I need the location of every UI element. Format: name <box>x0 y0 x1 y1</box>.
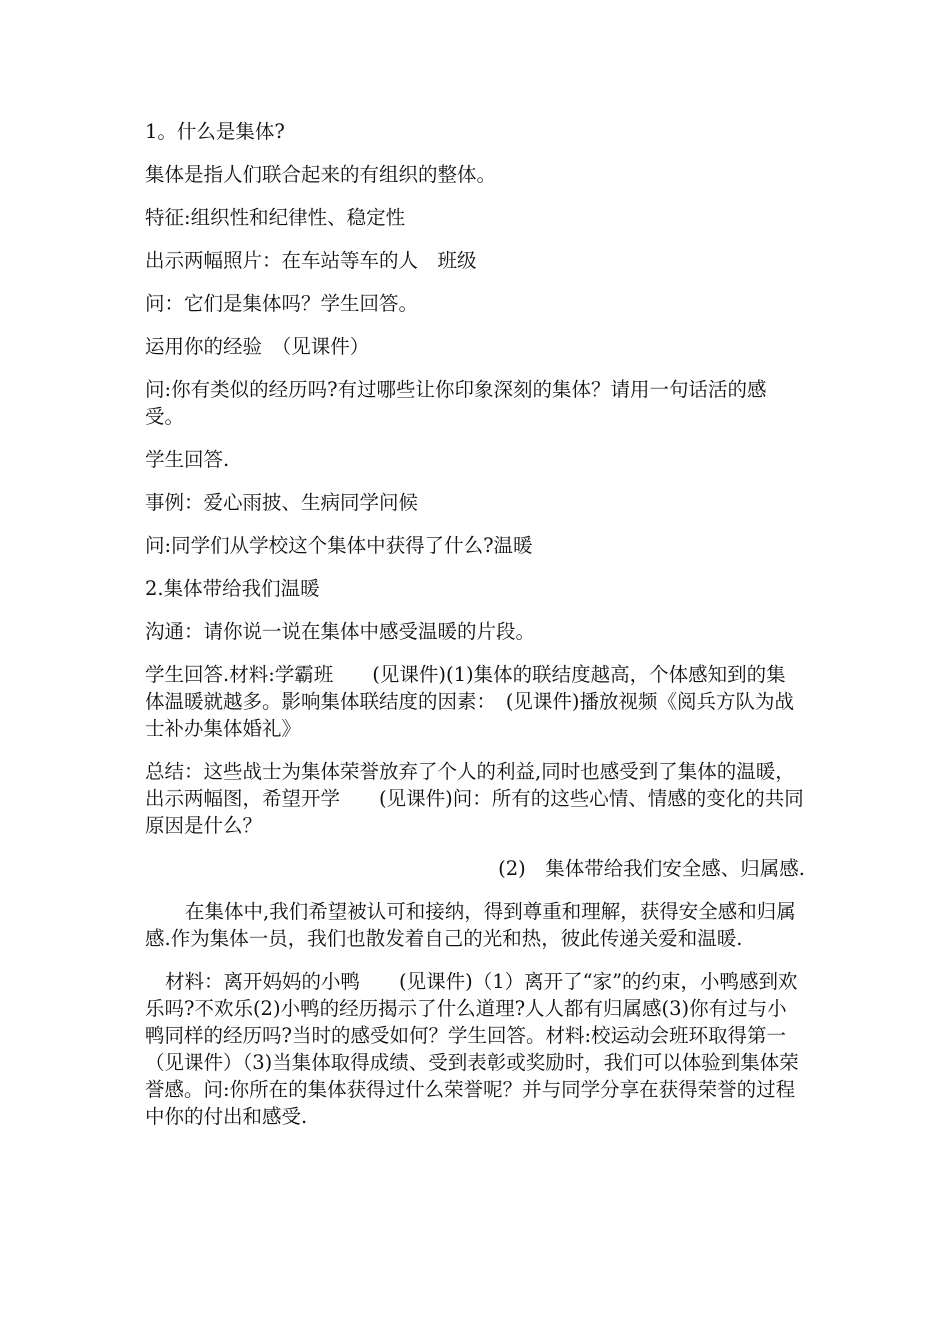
document-page <box>145 118 805 1130</box>
communication-paragraph: 沟通：请你说一说在集体中感受温暖的片段。 <box>145 620 536 643</box>
material-paragraph-2: 材料：离开妈妈的小鸭 (见课件)（1）离开了“家”的约束，小鸭感到欢乐吗?不欢乐(2)小鸭的经历揭示了什么道理?人人都有归属感(3)你有过与小鸭同样的经历吗?当时的感受如何？学生回答。材料:校运动会班环取得第一（见课件）（3)当集体取得成绩、受到表彰或奖励时，我们可以体验到集体荣誉感。问:你所在的集体获得过什么荣誉呢？并与同学分享在获得荣誉的过程中你的付出和感受. <box>145 970 799 1128</box>
experience-paragraph: 运用你的经验 （见课件） <box>145 335 370 358</box>
heading-what-is-collective: 1。什么是集体? <box>145 120 285 143</box>
summary-paragraph: 总结：这些战士为集体荣誉放弃了个人的利益,同时也感受到了集体的温暖，出示两幅图，希望开学 (见课件)问：所有的这些心情、情感的变化的共同原因是什么？ <box>145 760 804 837</box>
question-paragraph-2: 问:你有类似的经历吗?有过哪些让你印象深刻的集体？请用一句话活的感受。 <box>145 378 767 428</box>
photos-paragraph: 出示两幅照片：在车站等车的人 班级 <box>145 249 477 272</box>
example-paragraph: 事例：爱心雨披、生病同学问候 <box>145 491 419 514</box>
features-paragraph: 特征:组织性和纪律性、稳定性 <box>145 206 406 229</box>
belonging-paragraph: 在集体中,我们希望被认可和接纳，得到尊重和理解，获得安全感和归属感.作为集体一员，我们也散发着自己的光和热，彼此传递关爱和温暖. <box>145 900 796 950</box>
heading-security: (2) 集体带给我们安全感、归属感. <box>498 857 805 880</box>
question-paragraph-3: 问:同学们从学校这个集体中获得了什么?温暖 <box>145 534 533 557</box>
material-paragraph-1: 学生回答.材料:学霸班 (见课件)(1)集体的联结度越高，个体感知到的集体温暖就越多。影响集体联结度的因素： (见课件)播放视频《阅兵方队为战士补办集体婚礼》 <box>145 663 794 740</box>
heading-warmth: 2.集体带给我们温暖 <box>145 577 320 600</box>
question-paragraph-1: 问：它们是集体吗？学生回答。 <box>145 292 419 315</box>
student-answer-paragraph: 学生回答. <box>145 448 230 471</box>
definition-paragraph: 集体是指人们联合起来的有组织的整体。 <box>145 163 497 186</box>
